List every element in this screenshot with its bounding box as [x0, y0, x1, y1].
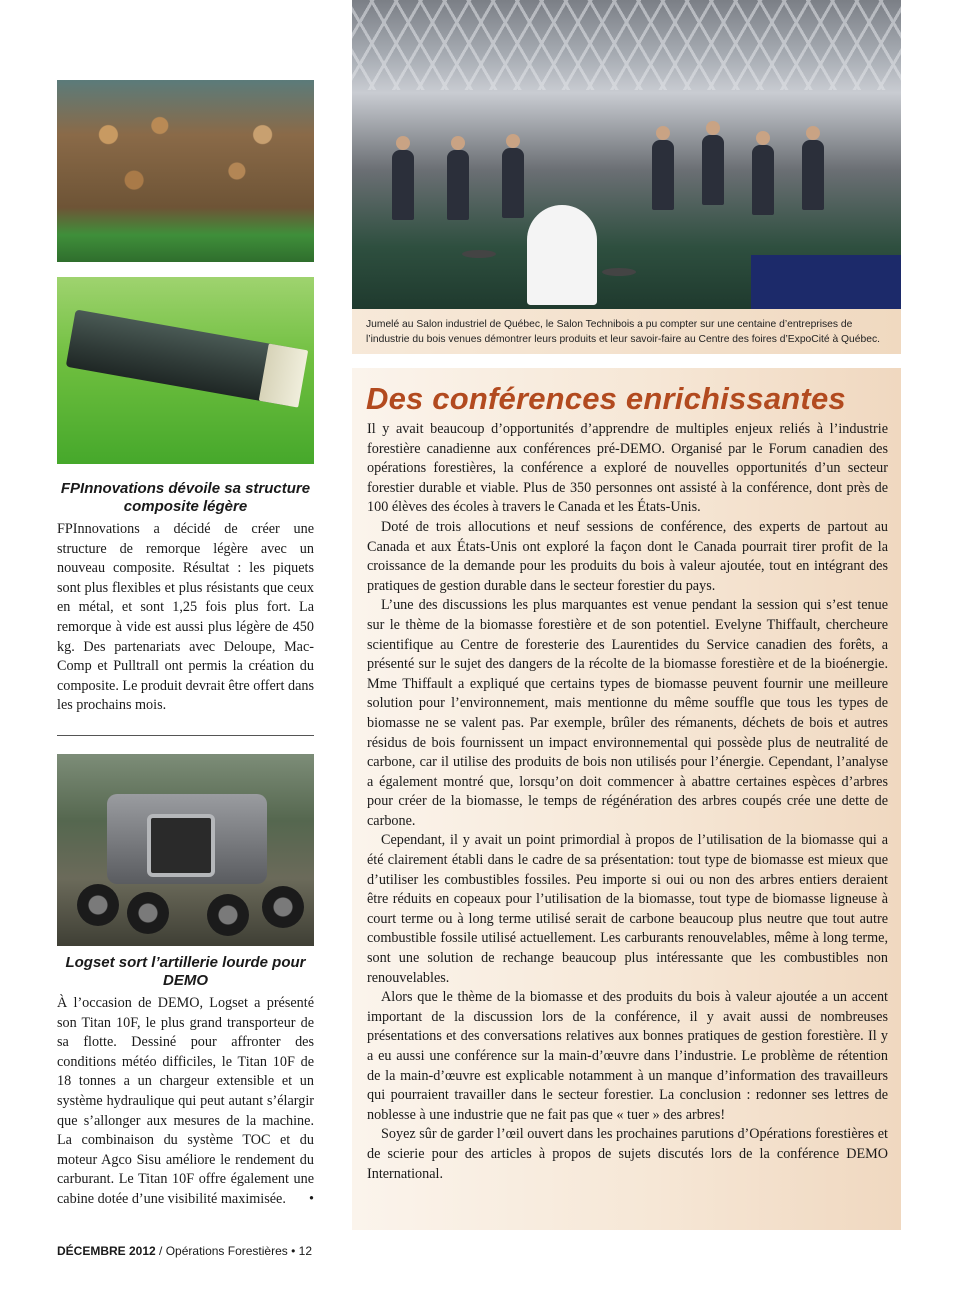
forwarder-machine-photo: [57, 754, 314, 946]
footer-separator: /: [155, 1244, 166, 1258]
article-paragraph: Il y avait beaucoup d’opportunités d’apprendre de multiples enjeux reliés à l’industrie forestière canadienne aux conférences pré-DEMO. Organisé par le Forum canadien des opérations forestières, la conférence a exploré de nouvelles opportunités d’un secteur forestier durable et viable. Plus de 350 personnes ont assisté à la conférence, dont près de 100 élèves des écoles à travers le Canada et les États-Unis.: [367, 421, 888, 516]
sidebar-story1-body: FPInnovations a décidé de créer une structure de remorque légère avec un nouveau composite. Résultat : les piquets sont plus flexibles et plus résistants que ceux en métal, et sont 1,25 fois plus fort. La remorque à vide est aussi plus légère de 450 kg. Des partenariats avec Deloupe, Mac-Comp et Pulltrall ont permis la création du composite. Le produit devrait être offert dans les prochains mois.: [57, 521, 314, 714]
composite-beam-photo: [57, 277, 314, 464]
article-paragraph: Soyez sûr de garder l’œil ouvert dans les prochaines parutions d’Opérations forestières et de scierie pour des articles à propos de sujets discutés lors de la conférence DEMO International.: [367, 1126, 888, 1182]
log-trailer-photo: [57, 80, 314, 262]
sidebar-divider: [57, 735, 314, 736]
article-body: [367, 420, 888, 1184]
sidebar-story2-title: Logset sort l’artillerie lourde pour DEMO: [65, 954, 306, 989]
trade-show-photo: [352, 0, 901, 309]
article-paragraph: Doté de trois allocutions et neuf sessions de conférence, des experts de partout au Canada et aux États-Unis ont exploré la façon dont le Canada pourrait tirer profit de la croissance de la demande pour les produits du bois à valeur ajoutée, tout en intégrant des pratiques de gestion durable dans le secteur forestier du pays.: [367, 518, 888, 594]
article-paragraph: Cependant, il y avait un point primordial à propos de l’utilisation de la biomasse qui a été clairement établi dans le cadre de sa présentation: tout type de biomasse est mieux que d’utiliser les combustibles fossiles. Peu importe si oui ou non des arbres entiers deraient être réduits en copeaux pour l’utilisation de la biomasse, tout type de biomasse ligneuse à court terme ou à long terme utilisé serait de carbone beaucoup plus neutre que tout autre combustible fossile utilisé actuellement. Les carburants renouvelables, même à long terme, sont une solution de rechange beaucoup plus intéressante que les combustibles non renouvelables.: [367, 832, 888, 986]
footer-date: DÉCEMBRE 2012: [57, 1244, 156, 1258]
footer-publication: Opérations Forestières: [165, 1244, 288, 1258]
footer-bullet: •: [287, 1244, 299, 1258]
page-footer: [57, 1244, 312, 1258]
sidebar-story2-text: À l’occasion de DEMO, Logset a présenté son Titan 10F, le plus grand transporteur de sa flotte. Dessiné pour affronter des conditions météo difficiles, le Titan 10F de 18 tonnes a un chargeur extensible et un système hydraulique qui peut autant s’élargir que s’allonger aux mesures de la machine. La combinaison du système TOC et du moteur Agco Sisu améliore le rendement du carburant. Le Titan 10F offre également une cabine dotée d’une visibilité maximisée.: [57, 995, 314, 1207]
article-paragraph: L’une des discussions les plus marquantes est venue pendant la session qui s’est tenue sur le thème de la biomasse forestière et de son potentiel. Evelyne Thiffault, chercheure scientifique au Centre de foresterie des Laurentides du Service canadien des forêts, a présenté sur le sujet des dangers de la récolte de la biomasse forestière et de la bioénergie. Mme Thiffault a expliqué que certains types de biomasse peuvent fournir une meilleure solution pour l’environnement, mais mentionne du même souffle que tous les types de biomasse ne se valent pas. Par exemple, brûler des rémanents, déchets de bois et autres résidus de bois fournissent un impact environnemental qui possède plus de neutralité de carbone, car il utilise des produits de bois non utilisés pour l’énergie. Cependant, l’analyse a également montré que, lorsqu’on doit commencer à abattre certaines espèces d’arbres pour créer de la biomasse, le temps de régénération des arbres coupés crée une dette de carbone.: [367, 597, 888, 829]
article-paragraph: Alors que le thème de la biomasse et des produits du bois à valeur ajoutée a un accent important de la discussion lors de la conférence, il y avait aussi de nombreuses présentations et des conversations relatives aux bonnes pratiques de gestion forestière. Il y a eu aussi une conférence sur la main-d’œuvre dans l’industrie. Le problème de rétention de la main-d’œuvre est explicable notamment à un manque d’information des travailleurs qui pourraient travailler dans le secteur forestier. La conclusion : redonner ses lettres de noblesse à une industrie que ne fait pas que « tuer » des arbres!: [367, 989, 888, 1123]
sidebar-story1-title: FPInnovations dévoile sa structure composite légère: [60, 480, 311, 515]
sidebar-story2-body: [57, 994, 314, 1210]
end-mark: •: [309, 1190, 314, 1207]
article-headline: Des conférences enrichissantes: [366, 381, 846, 416]
photo-caption: Jumelé au Salon industriel de Québec, le Salon Technibois a pu compter sur une centaine d’entreprises de l’industrie du bois venues démontrer leurs produits et leur savoir-faire au Centre des foires d’ExpoCité à Québec.: [352, 309, 901, 354]
footer-page-number: 12: [298, 1244, 313, 1258]
